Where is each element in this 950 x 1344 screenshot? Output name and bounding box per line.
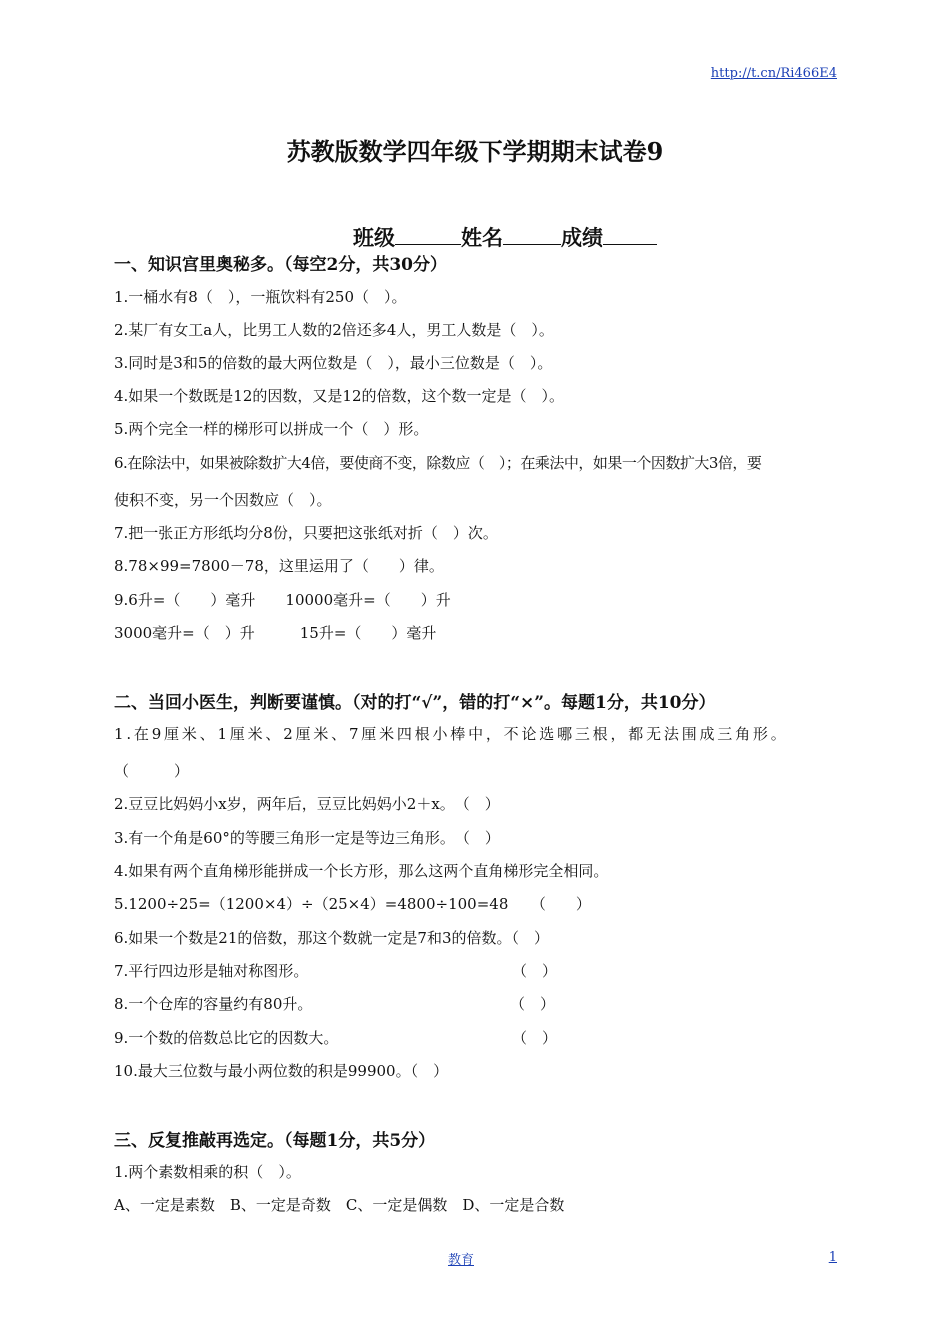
question-line: 6.在除法中，如果被除数扩大4倍，要使商不变，除数应（ ）；在乘法中，如果一个因数扩大3倍，要 [114, 454, 762, 472]
question-line: 9.一个数的倍数总比它的因数大。 [114, 1029, 339, 1047]
score-blank [603, 224, 657, 245]
question-line: 1.一桶水有8（ ），一瓶饮料有250（ ）。 [114, 288, 407, 306]
question-line: 3000毫升=（ ）升 15升=（ ）毫升 [114, 624, 437, 642]
student-info-line [0, 222, 950, 252]
answer-bracket: （ ） [512, 1029, 558, 1047]
question-line: A、一定是素数 B、一定是奇数 C、一定是偶数 D、一定是合数 [114, 1196, 565, 1214]
question-line: 8.78×99=7800－78，这里运用了（ ）律。 [114, 557, 444, 575]
class-blank [395, 224, 461, 245]
question-line: 9.6升=（ ）毫升 10000毫升=（ ）升 [114, 591, 451, 609]
question-line: 3.同时是3和5的倍数的最大两位数是（ ），最小三位数是（ ）。 [114, 354, 553, 372]
score-label: 成绩 [561, 225, 603, 250]
header-link[interactable]: http://t.cn/Ri466E4 [710, 66, 837, 81]
question-line: 使积不变，另一个因数应（ ）。 [114, 491, 332, 509]
question-line: 8.一个仓库的容量约有80升。 [114, 995, 313, 1013]
question-line: （ ） [114, 762, 190, 780]
section-3-heading: 三、反复推敲再选定。（每题1分，共5分） [114, 1131, 436, 1151]
answer-bracket: （ ） [510, 995, 556, 1013]
question-line: 4.如果一个数既是12的因数，又是12的倍数，这个数一定是（ ）。 [114, 387, 564, 405]
question-line: 5.1200÷25=（1200×4）÷（25×4）=4800÷100=48 （ ） [114, 895, 591, 913]
page-number: 1 [828, 1250, 837, 1265]
name-label: 姓名 [461, 225, 503, 250]
question-line: 1.在9厘米、1厘米、2厘米、7厘米四根小棒中，不论选哪三根，都无法围成三角形。 [114, 725, 789, 743]
question-line: 10.最大三位数与最小两位数的积是99900。（ ） [114, 1062, 449, 1080]
question-line: 1.两个素数相乘的积（ ）。 [114, 1163, 301, 1181]
question-line: 6.如果一个数是21的倍数，那这个数就一定是7和3的倍数。（ ） [114, 929, 549, 947]
question-line: 2.某厂有女工a人，比男工人数的2倍还多4人，男工人数是（ ）。 [114, 321, 554, 339]
footer-link[interactable]: 教育 [447, 1253, 474, 1268]
question-line: 7.平行四边形是轴对称图形。 [114, 962, 309, 980]
class-label: 班级 [353, 225, 395, 250]
page-title: 苏教版数学四年级下学期期末试卷9 [286, 137, 664, 166]
question-line: 5.两个完全一样的梯形可以拼成一个（ ）形。 [114, 420, 429, 438]
question-line: 3.有一个角是60°的等腰三角形一定是等边三角形。 （ ） [114, 829, 500, 847]
question-line: 4.如果有两个直角梯形能拼成一个长方形，那么这两个直角梯形完全相同。 [114, 862, 609, 880]
section-2-heading: 二、当回小医生，判断要谨慎。（对的打“√”，错的打“×”。每题1分，共10分） [114, 693, 716, 713]
section-1-heading: 一、知识宫里奥秘多。（每空2分，共30分） [114, 255, 447, 275]
question-line: 2.豆豆比妈妈小x岁，两年后，豆豆比妈妈小2＋x。 （ ） [114, 795, 500, 813]
answer-bracket: （ ） [512, 962, 558, 980]
question-line: 7.把一张正方形纸均分8份，只要把这张纸对折（ ）次。 [114, 524, 498, 542]
name-blank [503, 224, 561, 245]
